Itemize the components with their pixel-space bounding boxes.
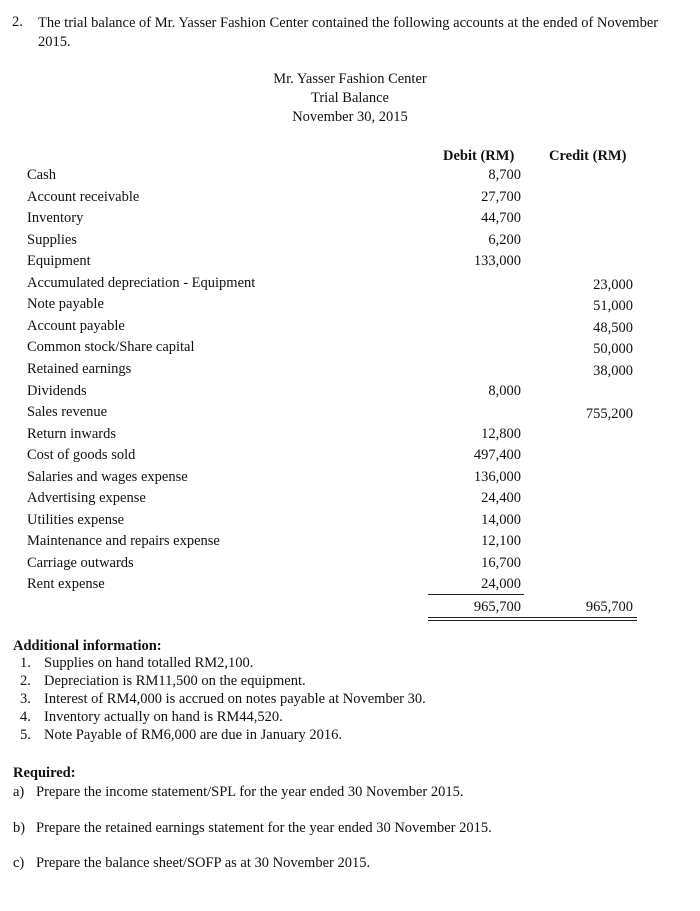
total-debit: 965,700	[473, 599, 521, 615]
additional-info-number: 4.	[20, 709, 31, 725]
additional-info-title: Additional information:	[13, 638, 162, 654]
account-name: Salaries and wages expense	[27, 469, 188, 485]
additional-info-number: 5.	[20, 727, 31, 743]
account-name: Supplies	[27, 232, 77, 248]
account-name: Retained earnings	[27, 361, 132, 377]
required-text: Prepare the income statement/SPL for the year ended 30 November 2015.	[36, 784, 464, 800]
account-name: Account receivable	[27, 189, 140, 205]
account-credit: 23,000	[593, 277, 633, 293]
required-label: c)	[13, 855, 25, 871]
account-name: Note payable	[27, 296, 104, 312]
additional-info-number: 3.	[20, 691, 31, 707]
account-debit: 12,800	[481, 426, 521, 442]
account-credit: 51,000	[593, 298, 633, 314]
additional-info-text: Interest of RM4,000 is accrued on notes payable at November 30.	[44, 691, 426, 707]
account-name: Rent expense	[27, 576, 105, 592]
account-debit: 133,000	[473, 253, 521, 269]
total-double-rule-top	[428, 617, 637, 618]
required-text: Prepare the balance sheet/SOFP as at 30 November 2015.	[36, 855, 371, 871]
question-text: The trial balance of Mr. Yasser Fashion Center contained the following accounts at the ended of November 2015.	[38, 15, 659, 50]
question-number: 2.	[12, 14, 23, 30]
account-credit: 755,200	[585, 406, 633, 422]
account-name: Inventory	[27, 210, 84, 226]
required-label: b)	[13, 820, 26, 836]
account-name: Sales revenue	[27, 404, 108, 420]
required-label: a)	[13, 784, 25, 800]
required-title: Required:	[13, 765, 76, 781]
additional-info-text: Supplies on hand totalled RM2,100.	[44, 655, 254, 671]
account-credit: 48,500	[593, 320, 633, 336]
additional-info-number: 2.	[20, 673, 31, 689]
required-text: Prepare the retained earnings statement for the year ended 30 November 2015.	[36, 820, 492, 836]
account-debit: 44,700	[481, 210, 521, 226]
account-name: Common stock/Share capital	[27, 339, 195, 355]
account-credit: 38,000	[593, 363, 633, 379]
additional-info-text: Note Payable of RM6,000 are due in January 2016.	[44, 727, 342, 743]
debit-column-header: Debit (RM)	[443, 148, 515, 164]
subtotal-rule	[428, 594, 524, 595]
account-name: Return inwards	[27, 426, 116, 442]
additional-info-number: 1.	[20, 655, 31, 671]
account-name: Accumulated depreciation - Equipment	[27, 275, 256, 291]
statement-date: November 30, 2015	[292, 109, 408, 125]
account-debit: 24,400	[481, 490, 521, 506]
credit-column-header: Credit (RM)	[549, 148, 627, 164]
account-debit: 16,700	[481, 555, 521, 571]
company-name: Mr. Yasser Fashion Center	[273, 71, 427, 87]
account-credit: 50,000	[593, 341, 633, 357]
statement-title: Trial Balance	[311, 90, 389, 106]
account-name: Dividends	[27, 383, 87, 399]
account-name: Carriage outwards	[27, 555, 134, 571]
account-debit: 497,400	[473, 447, 521, 463]
account-name: Cash	[27, 167, 56, 183]
additional-info-text: Inventory actually on hand is RM44,520.	[44, 709, 283, 725]
account-debit: 12,100	[481, 533, 521, 549]
account-name: Maintenance and repairs expense	[27, 533, 220, 549]
account-name: Cost of goods sold	[27, 447, 136, 463]
account-debit: 136,000	[473, 469, 521, 485]
account-debit: 8,700	[488, 167, 521, 183]
account-name: Equipment	[27, 253, 91, 269]
account-name: Utilities expense	[27, 512, 125, 528]
account-debit: 27,700	[481, 189, 521, 205]
account-debit: 24,000	[481, 576, 521, 592]
total-credit: 965,700	[585, 599, 633, 615]
account-name: Advertising expense	[27, 490, 146, 506]
account-debit: 6,200	[488, 232, 521, 248]
account-name: Account payable	[27, 318, 125, 334]
total-double-rule-bottom	[428, 620, 637, 621]
account-debit: 14,000	[481, 512, 521, 528]
additional-info-text: Depreciation is RM11,500 on the equipment.	[44, 673, 306, 689]
account-debit: 8,000	[488, 383, 521, 399]
